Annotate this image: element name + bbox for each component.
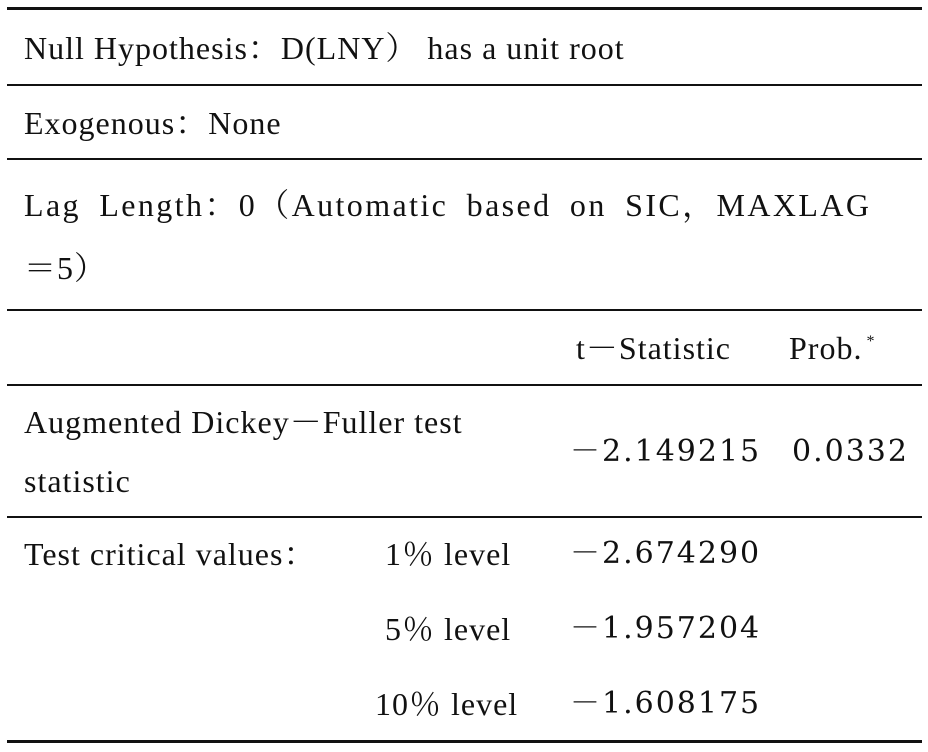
divider	[7, 384, 922, 386]
prob-footnote-marker: *	[866, 333, 876, 350]
exogenous: Exogenous：None	[24, 105, 282, 141]
level-5pct: 5％ level	[385, 611, 512, 647]
top-rule	[7, 7, 922, 10]
lag-length-line-2: ＝5）	[24, 250, 108, 286]
level-10pct: 10％ level	[375, 686, 519, 722]
bottom-rule	[7, 740, 922, 743]
divider	[7, 516, 922, 518]
null-hypothesis: Null Hypothesis：D(LNY） has a unit root	[24, 30, 625, 66]
level-1pct: 1％ level	[385, 536, 512, 572]
adf-label-line-1: Augmented Dickey－Fuller test	[24, 404, 463, 440]
critical-value-5pct: －1.957204	[570, 611, 762, 646]
divider	[7, 84, 922, 86]
lag-length-line-1: Lag Length：0（Automatic based on SIC，MAXLAG	[24, 187, 872, 223]
adf-label-line-2: statistic	[24, 463, 131, 499]
prob-label: Prob.	[789, 330, 863, 366]
critical-value-1pct: －2.674290	[570, 536, 762, 571]
critical-value-10pct: －1.608175	[570, 686, 762, 721]
divider	[7, 158, 922, 160]
t-statistic-header: t－Statistic	[576, 330, 732, 366]
unit-root-test-table	[7, 7, 922, 745]
critical-values-label: Test critical values：	[24, 536, 317, 572]
prob-header	[789, 329, 875, 367]
adf-prob: 0.0332	[792, 434, 909, 469]
adf-t-statistic: －2.149215	[570, 434, 762, 469]
divider	[7, 309, 922, 311]
